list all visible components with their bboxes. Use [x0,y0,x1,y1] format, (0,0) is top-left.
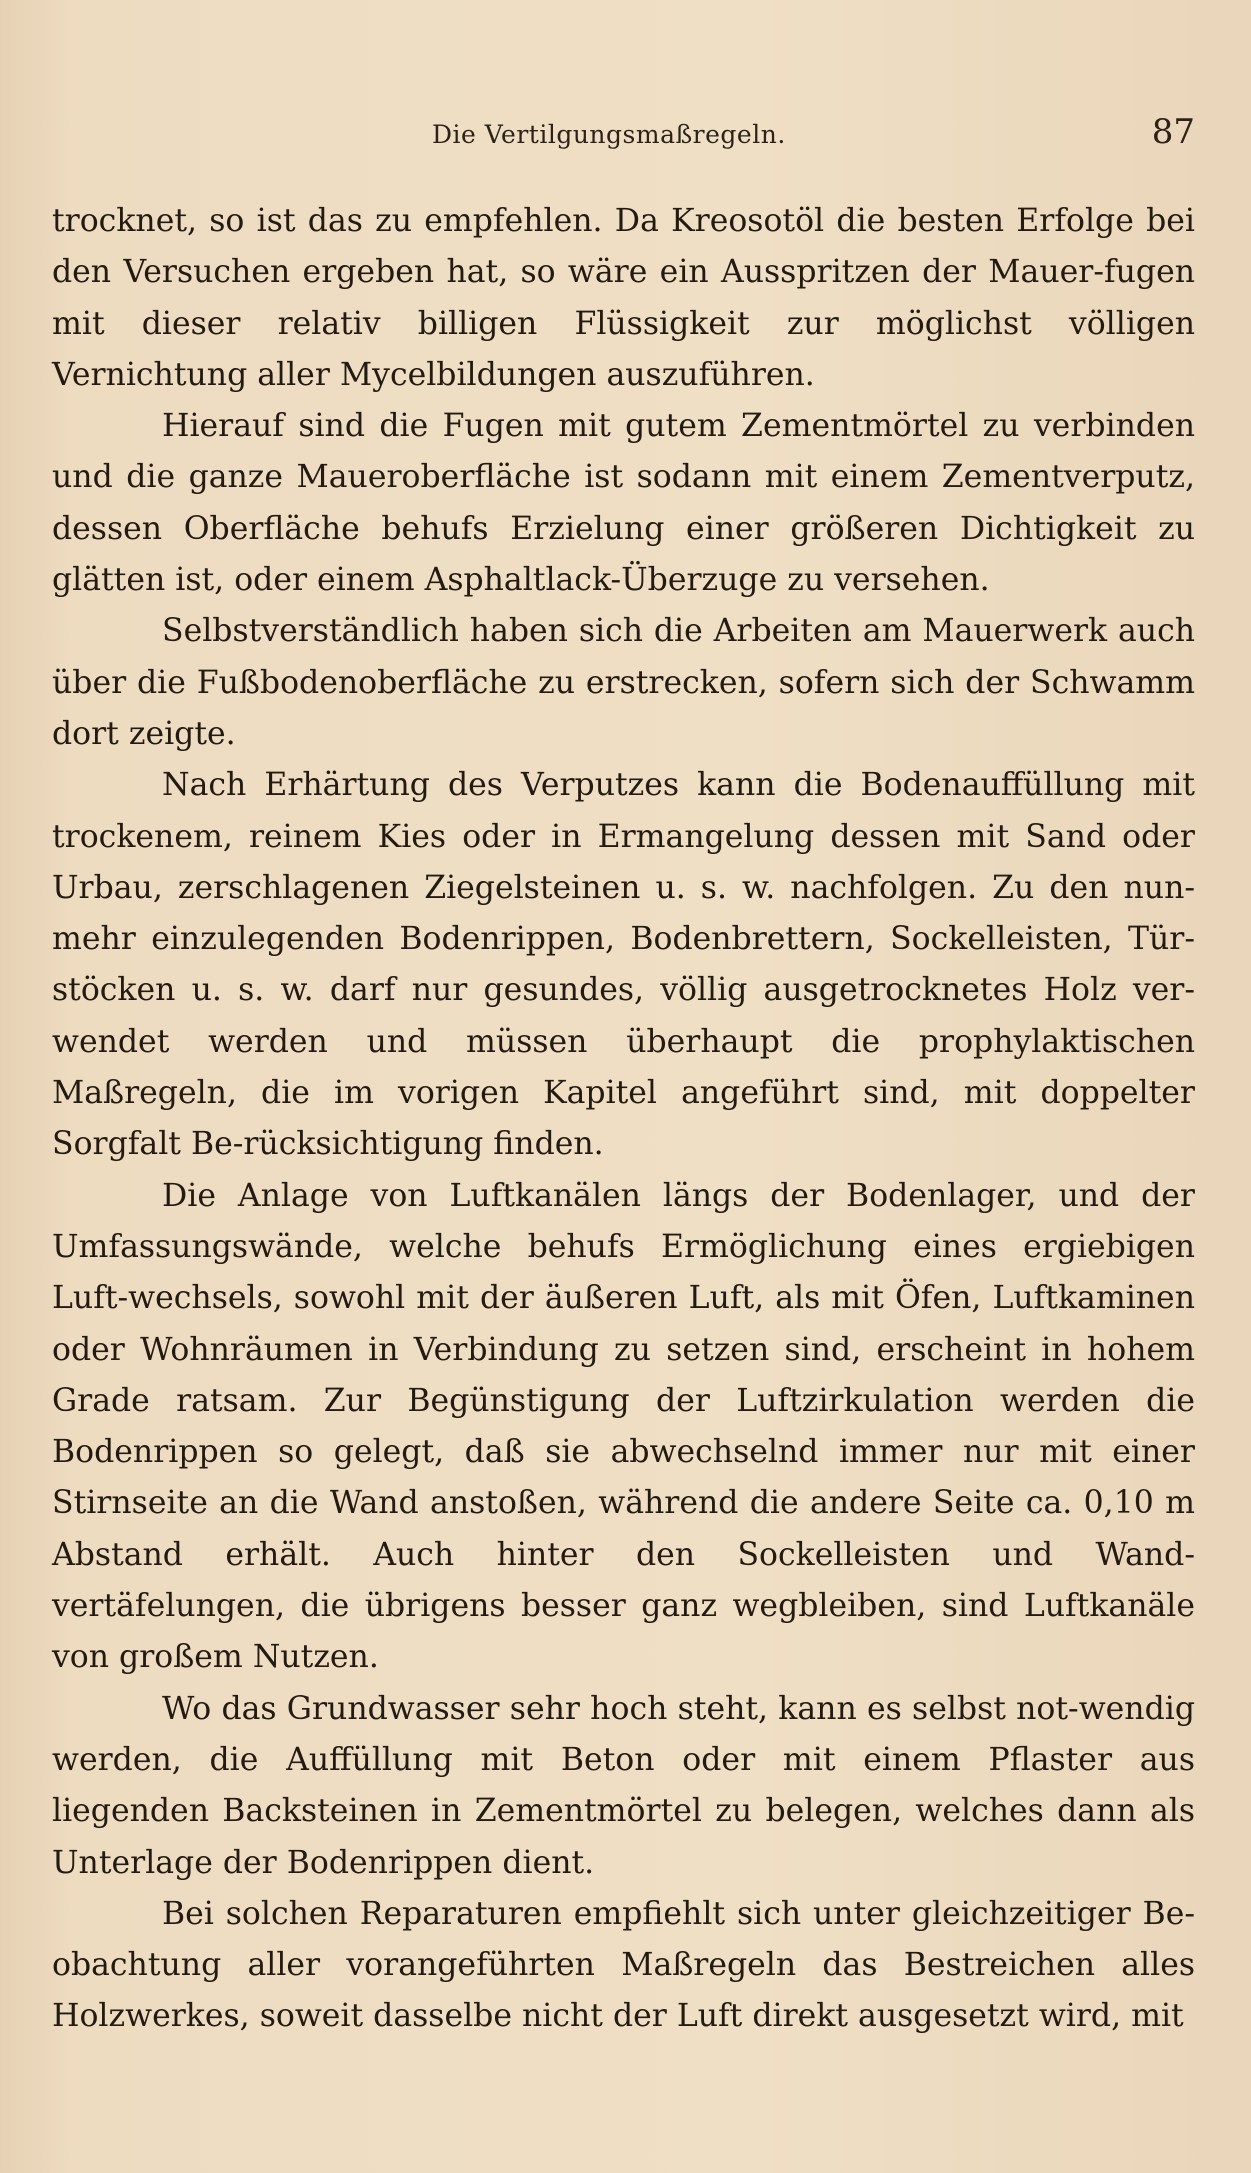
paragraph: Selbstverständlich haben sich die Arbeiten am Mauerwerk auch über die Fußbodenoberfläche zu erstrecken, sofern sich der Schwamm dort zeigte. [52,613,1195,752]
paragraph: Nach Erhärtung des Verputzes kann die Bodenauffüllung mit trockenem, reinem Kies oder in Ermangelung dessen mit Sand oder Urbau, zerschlagenen Ziegelsteinen u. s. w. nachfolgen. Zu den nun-mehr einzulegenden Bodenrippen, Bodenbrettern, Sockelleisten, Tür-stöcken u. s. w. darf nur gesundes, völlig ausgetrocknetes Holz ver-wendet werden und müssen überhaupt die prophylaktischen Maßregeln, die im vorigen Kapitel angeführt sind, mit doppelter Sorgfalt Be-rücksichtigung finden. [52,767,1195,1163]
page-number: 87 [1151,112,1195,152]
page-header [52,112,1195,162]
running-title: Die Vertilgungsmaßregeln. [432,120,786,149]
paragraph: Hierauf sind die Fugen mit gutem Zementmörtel zu verbinden und die ganze Maueroberfläche ist sodann mit einem Zementverputz, dessen Oberfläche behufs Erzielung einer größeren Dichtigkeit zu glätten ist, oder einem Asphaltlack-Überzuge zu versehen. [52,408,1195,599]
paragraph: Bei solchen Reparaturen empfiehlt sich unter gleichzeitiger Be-obachtung aller vorangeführten Maßregeln das Bestreichen alles Holzwerkes, soweit dasselbe nicht der Luft direkt ausgesetzt wird, mit [52,1895,1195,2035]
body-text [52,196,1195,2043]
paragraph: Die Anlage von Luftkanälen längs der Bodenlager, und der Umfassungswände, welche behufs Ermöglichung eines ergiebigen Luft-wechsels, sowohl mit der äußeren Luft, als mit Öfen, Luftkaminen oder Wohnräumen in Verbindung zu setzen sind, erscheint in hohem Grade ratsam. Zur Begünstigung der Luftzirkulation werden die Bodenrippen so gelegt, daß sie abwechselnd immer nur mit einer Stirnseite an die Wand anstoßen, während die andere Seite ca. 0,10 m Abstand erhält. Auch hinter den Sockelleisten und Wand-vertäfelungen, die übrigens besser ganz wegbleiben, sind Luftkanäle von großem Nutzen. [52,1177,1195,1676]
paragraph-continuation: trocknet, so ist das zu empfehlen. Da Kreosotöl die besten Erfolge bei den Versuchen ergeben hat, so wäre ein Ausspritzen der Mauer-fugen mit dieser relativ billigen Flüssigkeit zur möglichst völligen Vernichtung aller Mycelbildungen auszuführen. [52,203,1195,393]
paragraph: Wo das Grundwasser sehr hoch steht, kann es selbst not-wendig werden, die Auffüllung mit Beton oder mit einem Pflaster aus liegenden Backsteinen in Zementmörtel zu belegen, welches dann als Unterlage der Bodenrippen dient. [52,1690,1195,1881]
